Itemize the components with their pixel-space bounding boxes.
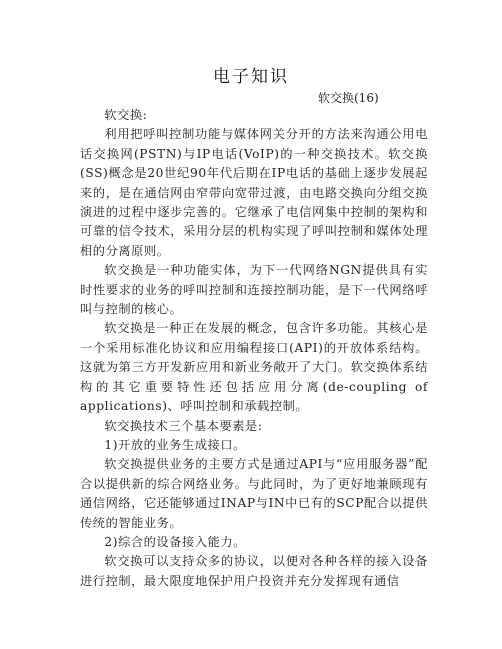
paragraph: 软交换是一种功能实体，为下一代网络NGN提供具有实时性要求的业务的呼叫控制和连接控制功能，是下一代网络呼叫与控制的核心。: [80, 263, 428, 317]
document-title: 电子知识: [213, 67, 289, 87]
document-subtitle: 软交换(16): [318, 91, 379, 105]
paragraph: 软交换是一种正在发展的概念，包含许多功能。其核心是一个采用标准化协议和应用编程接口(API)的开放体系结构。这就为第三方开发新应用和新业务敞开了大门。软交换体系结构的其它重要特性还包括应用分离(de-coupling of applications)、呼叫控制和承载控制。: [80, 321, 428, 414]
paragraph-heading: 软交换:: [104, 108, 148, 122]
paragraph: 软交换技术三个基本要素是:: [104, 418, 263, 433]
paragraph: 软交换提供业务的主要方式是通过API与“应用服务器”配合以提供新的综合网络业务。与此同时，为了更好地兼顾现有通信网络，它还能够通过INAP与IN中已有的SCP配合以提供传统的智能业务。: [80, 457, 428, 530]
paragraph: 软交换可以支持众多的协议，以便对各种各样的接入设备进行控制，最大限度地保护用户投资并充分发挥现有通信: [80, 554, 428, 588]
list-item: 1)开放的业务生成接口。: [104, 437, 246, 452]
document-body: [80, 106, 428, 591]
paragraph: 利用把呼叫控制功能与媒体网关分开的方法来沟通公用电话交换网(PSTN)与IP电话(VoIP)的一种交换技术。软交换(SS)概念是20世纪90年代后期在IP电话的基础上逐步发展起来的，是在通信网由窄带向宽带过渡，由电路交换向分组交换演进的过程中逐步完善的。它继承了电信网集中控制的架构和可靠的信令技术，采用分层的机构实现了呼叫控制和媒体处理相的分离原则。: [80, 127, 428, 258]
list-item: 2)综合的设备接入能力。: [104, 534, 246, 549]
